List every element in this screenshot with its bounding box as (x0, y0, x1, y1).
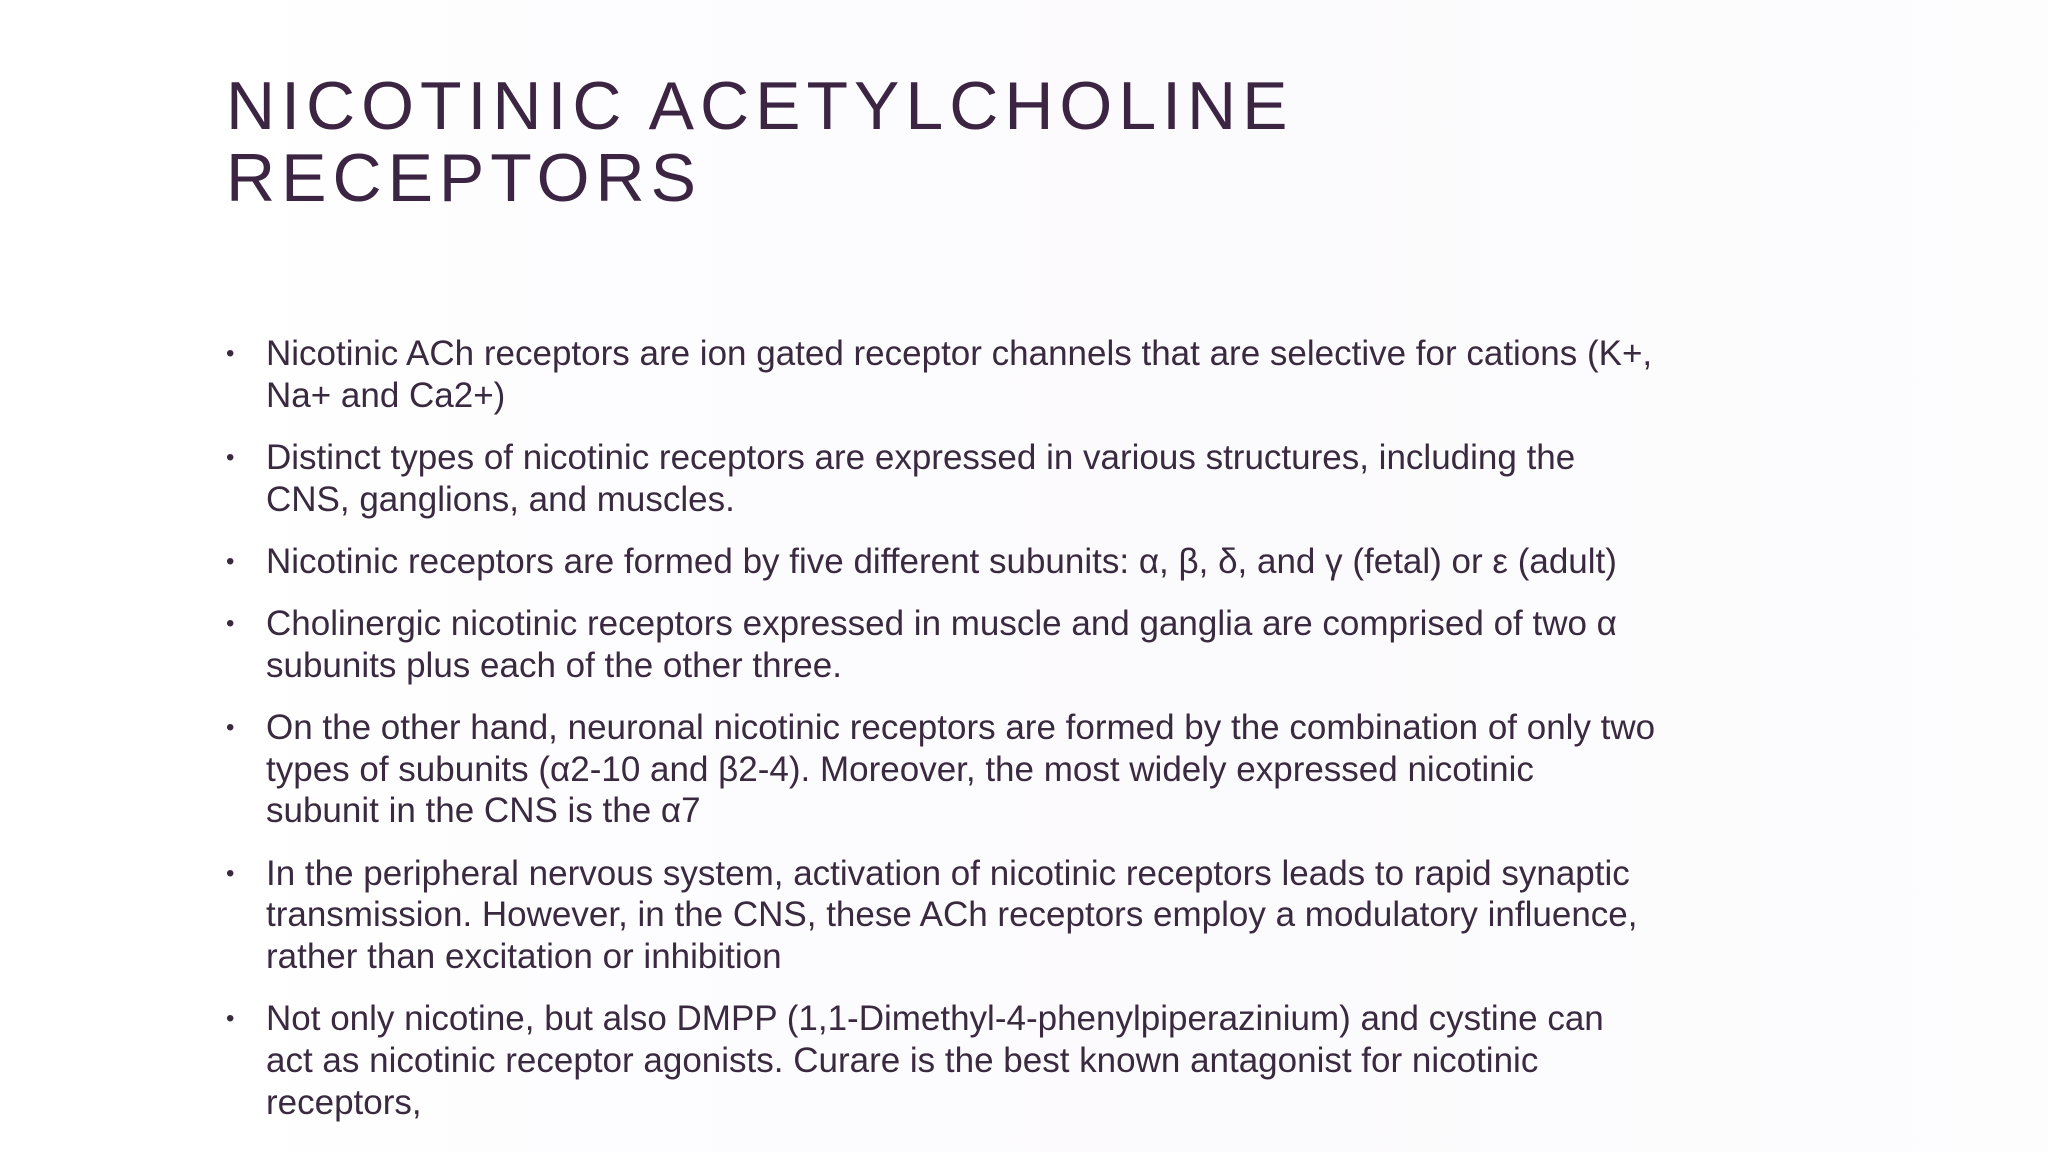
bullet-dot-icon: • (226, 713, 235, 741)
bullet-line: Cholinergic nicotinic receptors expressed in muscle and ganglia are comprised of two α (266, 604, 1617, 644)
bullet-dot-icon: • (226, 340, 235, 367)
bullet-line: receptors, (266, 1082, 422, 1122)
bullet-item (226, 853, 1806, 978)
bullet-line: types of subunits (α2-10 and β2-4). Moreover, the most widely expressed nicotinic (266, 749, 1534, 789)
bullet-line: act as nicotinic receptor agonists. Curare is the best known antagonist for nicotinic (266, 1040, 1539, 1080)
bullet-line: transmission. However, in the CNS, these ACh receptors employ a modulatory influence, (266, 895, 1638, 935)
bullet-line: Nicotinic ACh receptors are ion gated receptor channels that are selective for cations (K+, (266, 334, 1653, 373)
bullet-line: In the peripheral nervous system, activation of nicotinic receptors leads to rapid synaptic (266, 853, 1630, 893)
bullet-dot-icon: • (226, 1005, 235, 1033)
bullet-dot-icon: • (226, 610, 235, 638)
bullet-list (226, 333, 1806, 1144)
bullet-item (226, 541, 1806, 583)
bullet-line: On the other hand, neuronal nicotinic receptors are formed by the combination of only two (266, 707, 1656, 747)
bullet-line: Not only nicotine, but also DMPP (1,1-Dimethyl-4-phenylpiperazinium) and cystine can (266, 999, 1604, 1039)
bullet-line: rather than excitation or inhibition (266, 936, 782, 976)
slide-title (226, 70, 1626, 214)
slide-title-line: RECEPTORS (226, 140, 702, 216)
slide-title-line: NICOTINIC ACETYLCHOLINE (226, 68, 1294, 144)
bullet-line: Nicotinic receptors are formed by five different subunits: α, β, δ, and γ (fetal) or ε (adult) (266, 541, 1617, 581)
bullet-line: subunit in the CNS is the α7 (266, 791, 701, 831)
bullet-dot-icon: • (226, 859, 235, 887)
bullet-line: CNS, ganglions, and muscles. (266, 479, 735, 519)
bullet-item (226, 707, 1806, 832)
bullet-item (226, 998, 1806, 1123)
bullet-line: subunits plus each of the other three. (266, 645, 842, 685)
bullet-item (226, 437, 1806, 520)
bullet-line: Na+ and Ca2+) (266, 375, 506, 415)
bullet-item (226, 333, 1806, 416)
bullet-item (226, 603, 1806, 686)
bullet-dot-icon: • (226, 443, 235, 471)
bullet-line: Distinct types of nicotinic receptors are expressed in various structures, including the (266, 437, 1576, 477)
bullet-dot-icon: • (226, 547, 235, 575)
